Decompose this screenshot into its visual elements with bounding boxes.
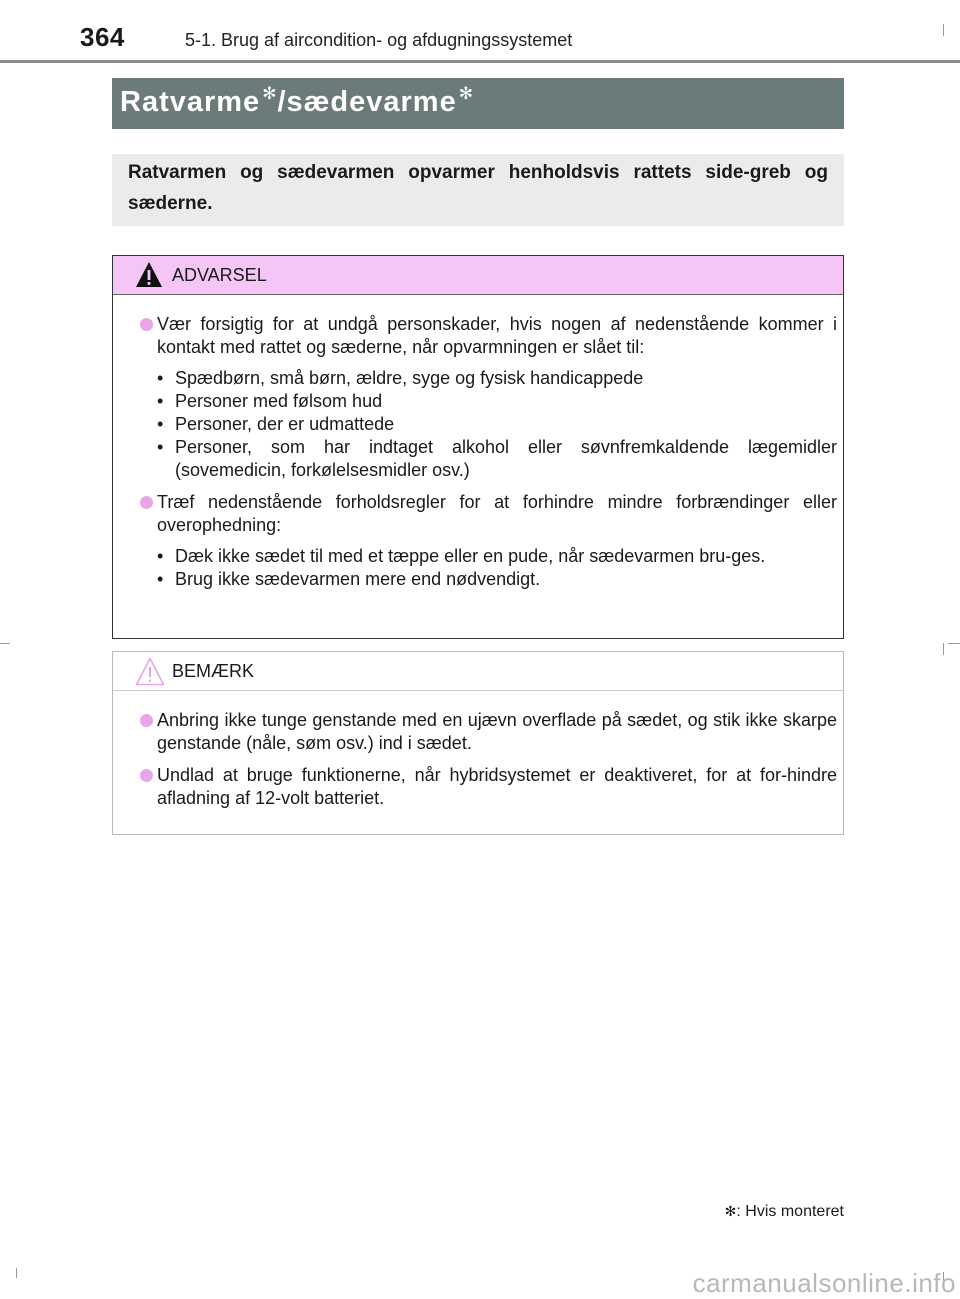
footnote xyxy=(725,1203,844,1221)
bullet-dot xyxy=(140,318,153,331)
crop-mark xyxy=(948,643,960,644)
crop-mark xyxy=(0,643,10,644)
note-items xyxy=(157,709,837,819)
warning-header xyxy=(113,256,843,295)
sub-list xyxy=(157,545,837,591)
crop-mark xyxy=(943,24,944,36)
item-text: Anbring ikke tunge genstande med en ujævn overflade på sædet, og stik ikke skarpe genstande (nåle, søm osv.) ind i sædet. xyxy=(157,710,837,753)
crop-mark xyxy=(16,1268,17,1278)
item-text: Undlad at bruge funktionerne, når hybridsystemet er deaktiveret, for at for-hindre afladning af 12-volt batteriet. xyxy=(157,765,837,808)
watermark: carmanualsonline.info xyxy=(692,1268,956,1298)
warning-items xyxy=(157,313,837,600)
section-title-bar xyxy=(112,78,844,129)
sub-item: • Personer, der er udmattede xyxy=(157,413,837,436)
chapter-title: 5-1. Brug af aircondition- og afdugningssystemet xyxy=(185,30,573,50)
warning-box xyxy=(112,255,844,639)
list-item xyxy=(157,313,837,482)
asterisk-mark: ✻ xyxy=(458,84,474,103)
page-number: 364 xyxy=(80,22,125,52)
sub-item: • Personer med følsom hud xyxy=(157,390,837,413)
header-rule xyxy=(0,60,960,63)
warning-triangle-icon xyxy=(135,261,163,288)
sub-list xyxy=(157,367,837,482)
intro-text: Ratvarmen og sædevarmen opvarmer henholdsvis rattets side-greb og sæderne. xyxy=(128,162,828,214)
item-text: Vær forsigtig for at undgå personskader, hvis nogen af nedenstående kommer i kontakt med rattet og sæderne, når opvarmningen er slået til: xyxy=(157,314,837,357)
asterisk-mark: ✻ xyxy=(724,1203,737,1219)
note-box xyxy=(112,651,844,835)
asterisk-mark: ✻ xyxy=(262,84,278,103)
page-header xyxy=(0,0,960,62)
sub-item: • Personer, som har indtaget alkohol eller søvnfremkaldende lægemidler (sovemedicin, forkølelsesmidler osv.) xyxy=(157,436,837,482)
title-part-2: /sædevarme xyxy=(277,86,457,118)
list-item xyxy=(157,764,837,810)
note-heading: BEMÆRK xyxy=(172,661,255,681)
section-title xyxy=(120,84,474,119)
list-item xyxy=(157,491,837,591)
item-text: Træf nedenstående forholdsregler for at forhindre mindre forbrændinger eller overophedning: xyxy=(157,492,837,535)
intro-box xyxy=(112,154,844,226)
sub-item: • Dæk ikke sædet til med et tæppe eller en pude, når sædevarmen bru-ges. xyxy=(157,545,837,568)
caution-outline-icon xyxy=(135,657,165,686)
sub-item: • Brug ikke sædevarmen mere end nødvendigt. xyxy=(157,568,837,591)
bullet-dot xyxy=(140,714,153,727)
note-header xyxy=(113,652,843,691)
sub-item: • Spædbørn, små børn, ældre, syge og fysisk handicappede xyxy=(157,367,837,390)
list-item xyxy=(157,709,837,755)
title-part-1: Ratvarme xyxy=(120,86,261,118)
warning-heading: ADVARSEL xyxy=(172,265,267,285)
bullet-dot xyxy=(140,496,153,509)
crop-mark xyxy=(943,643,944,655)
bullet-dot xyxy=(140,769,153,782)
footnote-text: : Hvis monteret xyxy=(736,1203,844,1220)
